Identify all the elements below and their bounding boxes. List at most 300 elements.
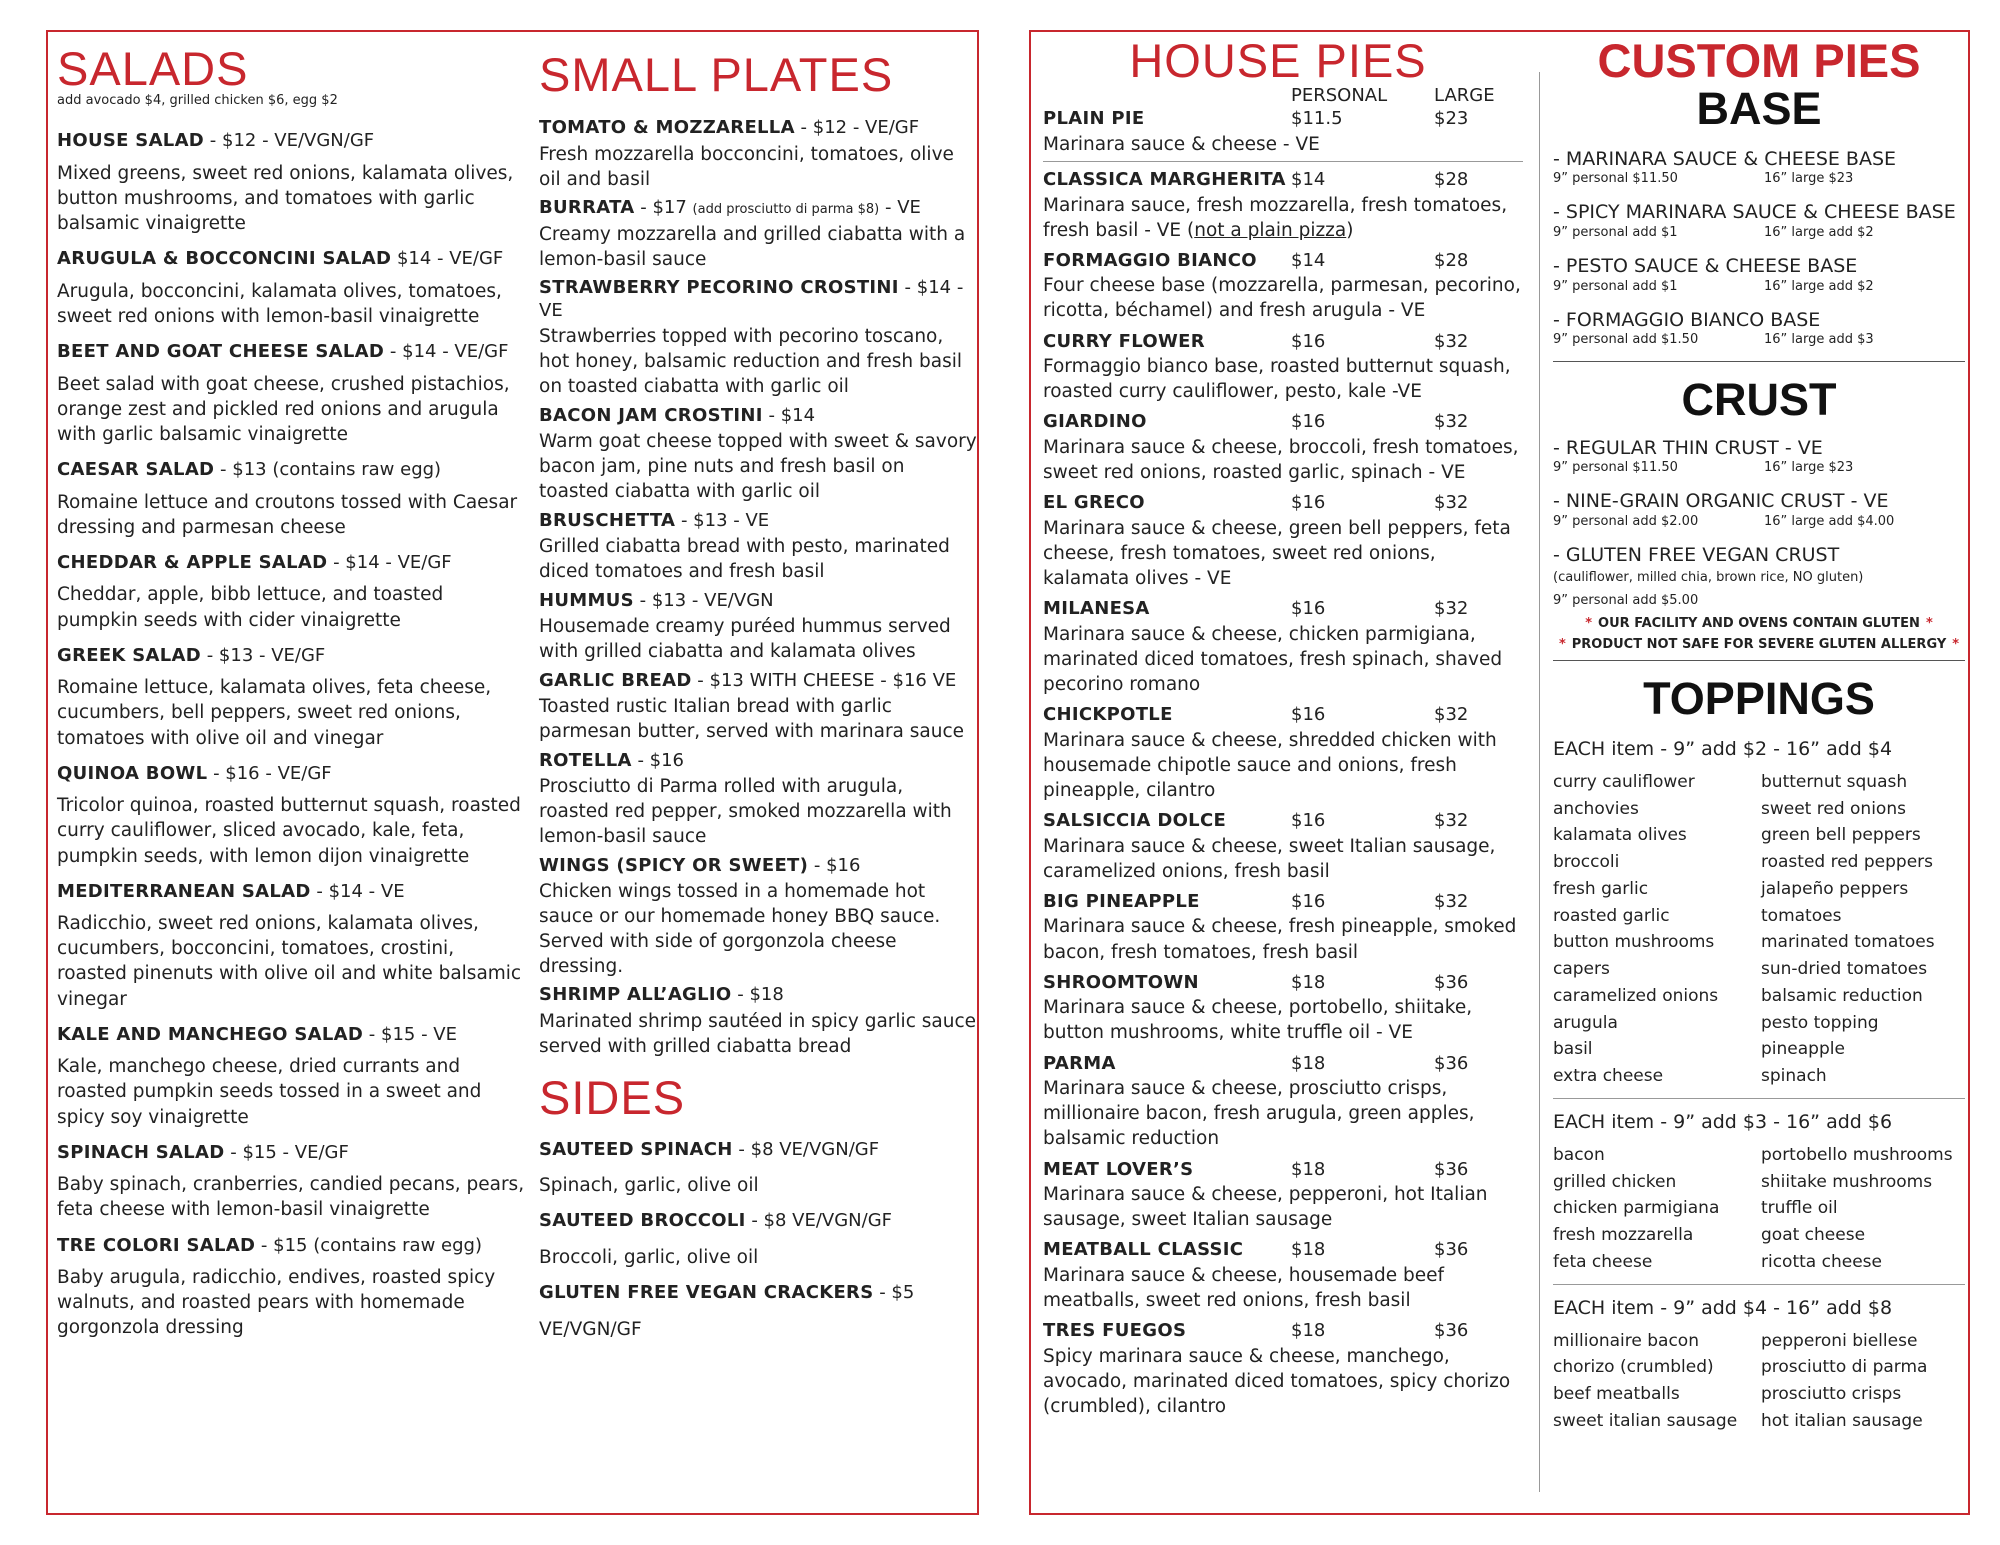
pie-item (1043, 1053, 1523, 1152)
topping-group (1553, 1297, 1965, 1433)
pie-description (1043, 1344, 1523, 1419)
topping-price-header: EACH item - 9” add $4 - 16” add $8 (1553, 1296, 1893, 1319)
pie-desc-text: Marinara sauce, fresh mozzarella, fresh tomatoes, fresh basil - VE ( (1043, 194, 1508, 241)
topping-item: basil (1553, 1039, 1593, 1060)
topping-item: spinach (1761, 1066, 1827, 1087)
item-name: TRE COLORI SALAD (57, 1234, 256, 1256)
pie-name: PLAIN PIE (1043, 108, 1145, 130)
option-prices (1553, 171, 1965, 186)
item-heading (57, 763, 527, 786)
option-prices (1553, 225, 1965, 240)
small-plates-list (539, 117, 977, 1059)
topping-item: goat cheese (1761, 1225, 1866, 1246)
pie-name: PARMA (1043, 1052, 1116, 1074)
topping-item: feta cheese (1553, 1251, 1653, 1272)
topping-item: prosciutto di parma (1761, 1357, 1928, 1378)
item-price: - $13 - VE (675, 509, 770, 531)
item-name: QUINOA BOWL (57, 762, 208, 784)
topping-item: pepperoni biellese (1761, 1330, 1918, 1351)
warning-text: OUR FACILITY AND OVENS CONTAIN GLUTEN (1598, 615, 1920, 631)
menu-item (539, 670, 977, 745)
item-heading (57, 459, 527, 482)
topping-item: pineapple (1761, 1039, 1845, 1060)
item-price: - $14 - VE/GF (384, 341, 509, 363)
pie-name: CLASSICA MARGHERITA (1043, 169, 1286, 190)
item-name: SAUTEED SPINACH (539, 1138, 733, 1160)
topping-group (1553, 1111, 1965, 1274)
pie-description (1043, 728, 1523, 803)
menu-item (539, 750, 977, 850)
small-plates-column (539, 50, 977, 1354)
gluten-warning (1553, 637, 1965, 652)
item-price: - $8 VE/VGN/GF (745, 1210, 893, 1232)
warning-text: PRODUCT NOT SAFE FOR SEVERE GLUTEN ALLERGY (1571, 636, 1947, 652)
item-name: BURRATA (539, 197, 635, 219)
pie-description (1043, 1076, 1523, 1151)
pie-description (1043, 516, 1523, 591)
item-price: - $13 - VE/VGN (633, 589, 774, 611)
pie-desc-text: Marinara sauce & cheese, prosciutto crisps, millionaire bacon, fresh arugula, green apples, balsamic reduction (1043, 1078, 1475, 1150)
item-price: $14 - VE/GF (391, 248, 504, 270)
star-mark: * (1558, 636, 1566, 652)
item-heading (539, 510, 977, 533)
menu-item (539, 590, 977, 665)
pie-name: FORMAGGIO BIANCO (1043, 249, 1257, 271)
pie-name: MEAT LOVER’S (1043, 1158, 1194, 1180)
item-price: - $14 (762, 404, 816, 426)
item-name: GLUTEN FREE VEGAN CRACKERS (539, 1282, 874, 1304)
pie-personal-price: $18 (1291, 1158, 1326, 1180)
pie-large-price: $36 (1434, 1239, 1469, 1261)
item-price: - $15 - VE (363, 1023, 457, 1045)
item-price: - $5 (873, 1282, 915, 1304)
option-prices (1553, 460, 1965, 475)
pie-large-price: $23 (1434, 108, 1469, 130)
item-tags: - VE (879, 197, 921, 219)
pie-name: SHROOMTOWN (1043, 971, 1199, 993)
pie-name: EL GRECO (1043, 492, 1145, 514)
pie-item (1043, 250, 1523, 324)
item-description: Mixed greens, sweet red onions, kalamata olives, button mushrooms, and tomatoes with garlic balsamic vinaigrette (57, 162, 514, 235)
pie-row (1043, 1053, 1523, 1076)
option-prices (1553, 332, 1965, 347)
pie-personal-price: $16 (1291, 890, 1326, 912)
pie-row (1043, 810, 1523, 833)
menu-item (539, 117, 977, 192)
sides-list (539, 1139, 977, 1342)
item-description: Romaine lettuce, kalamata olives, feta cheese, cucumbers, bell peppers, sweet red onions, tomatoes with olive oil and vinegar (57, 677, 492, 749)
item-name: MEDITERRANEAN SALAD (57, 880, 311, 902)
topping-grid (1553, 1331, 1965, 1433)
item-price: - $16 (808, 854, 861, 876)
house-pies-title: HOUSE PIES (1129, 34, 1427, 87)
menu-item (57, 130, 527, 236)
item-description: Spinach, garlic, olive oil (539, 1175, 759, 1197)
option-name: - FORMAGGIO BIANCO BASE (1553, 308, 1821, 331)
pie-name: MILANESA (1043, 598, 1150, 620)
toppings-title: TOPPINGS (1643, 672, 1875, 724)
item-description: Marinated shrimp sautéed in spicy garlic sauce served with grilled ciabatta bread (539, 1010, 976, 1057)
item-description: Baby spinach, cranberries, candied pecans, pears, feta cheese with lemon-basil vinaigrette (57, 1174, 525, 1221)
gluten-warning (1553, 616, 1965, 631)
pie-personal-price: $18 (1291, 1052, 1326, 1074)
topping-item: roasted garlic (1553, 905, 1670, 926)
item-name: BACON JAM CROSTINI (539, 404, 763, 426)
large-header: LARGE (1434, 85, 1495, 107)
gluten-free-crust (1553, 543, 1965, 608)
pie-personal-price: $16 (1291, 810, 1326, 832)
option-name: - MARINARA SAUCE & CHEESE BASE (1553, 147, 1897, 170)
gf-crust-note: (cauliflower, milled chia, brown rice, NO gluten) (1553, 569, 1864, 585)
pie-row (1043, 492, 1523, 515)
custom-pies-title: CUSTOM PIES (1597, 34, 1921, 87)
star-mark: * (1925, 615, 1933, 631)
item-heading (57, 341, 527, 364)
item-price: - $8 VE/VGN/GF (732, 1138, 880, 1160)
pie-item (1043, 411, 1523, 485)
pie-row (1043, 891, 1523, 914)
item-price: - $16 (631, 749, 685, 771)
personal-price: 9” personal $11.50 (1553, 171, 1678, 187)
pie-large-price: $32 (1434, 411, 1469, 433)
menu-item (539, 405, 977, 505)
pie-large-price: $36 (1434, 1052, 1469, 1074)
menu-item (539, 197, 977, 272)
topping-item: beef meatballs (1553, 1384, 1680, 1405)
topping-item: sweet red onions (1761, 798, 1906, 819)
pie-item (1043, 1239, 1523, 1313)
menu-item (57, 459, 527, 540)
topping-price-header: EACH item - 9” add $3 - 16” add $6 (1553, 1110, 1893, 1133)
pie-row (1043, 331, 1523, 354)
pie-personal-price: $11.5 (1291, 108, 1343, 130)
pie-item (1043, 108, 1523, 162)
item-name: BRUSCHETTA (539, 509, 676, 531)
pie-personal-price: $16 (1291, 598, 1326, 620)
item-description: Chicken wings tossed in a homemade hot sauce or our homemade honey BBQ sauce. Served with side of gorgonzola cheese dressing. (539, 881, 941, 977)
item-heading (57, 1142, 527, 1165)
pie-large-price: $32 (1434, 810, 1469, 832)
item-heading (539, 117, 977, 140)
pie-desc-text: Marinara sauce & cheese, housemade beef meatballs, sweet red onions, fresh basil (1043, 1264, 1444, 1312)
pie-personal-price: $16 (1291, 411, 1326, 433)
pie-name: GIARDINO (1043, 411, 1147, 433)
topping-item: fresh garlic (1553, 878, 1649, 899)
pie-desc-text: Marinara sauce & cheese, portobello, shiitake, button mushrooms, white truffle oil - VE (1043, 997, 1473, 1044)
menu-item (57, 881, 527, 1012)
item-name: STRAWBERRY PECORINO CROSTINI (539, 277, 899, 299)
topping-grid (1553, 772, 1965, 1088)
pie-personal-price: $14 (1291, 169, 1326, 190)
pie-desc-text: Marinara sauce & cheese, broccoli, fresh tomatoes, sweet red onions, roasted garlic, spinach - VE (1043, 436, 1519, 484)
item-description: Kale, manchego cheese, dried currants and roasted pumpkin seeds tossed in a sweet and spicy soy vinaigrette (57, 1056, 482, 1128)
item-price: - $15 (contains raw egg) (255, 1234, 482, 1256)
small-plates-title: SMALL PLATES (539, 48, 894, 101)
item-description: Strawberries topped with pecorino toscano, hot honey, balsamic reduction and fresh basil on toasted ciabatta with garlic oil (539, 326, 963, 398)
pie-desc-text: Marinara sauce & cheese, green bell peppers, feta cheese, fresh tomatoes, sweet red onions, kalamata olives - VE (1043, 517, 1511, 590)
menu-item (539, 1210, 977, 1270)
pie-description (1043, 1182, 1523, 1232)
pie-description (1043, 1263, 1523, 1313)
pie-item (1043, 1320, 1523, 1419)
pie-personal-price: $16 (1291, 704, 1326, 726)
personal-price: 9” personal $11.50 (1553, 460, 1678, 476)
pie-item (1043, 492, 1523, 591)
salads-section (57, 44, 527, 1353)
menu-item (57, 341, 527, 447)
topping-item: bacon (1553, 1144, 1605, 1165)
pie-large-price: $32 (1434, 330, 1469, 352)
option-name: - REGULAR THIN CRUST - VE (1553, 436, 1823, 459)
large-price: 16” large add $2 (1764, 224, 1874, 240)
pie-description (1043, 435, 1523, 485)
item-price: - $13 WITH CHEESE - $16 VE (691, 669, 957, 691)
topping-item: caramelized onions (1553, 985, 1719, 1006)
gf-crust-price: 9” personal add $5.00 (1553, 592, 1699, 608)
item-price: - $14 - VE (539, 277, 964, 321)
pie-row (1043, 598, 1523, 621)
topping-item: chorizo (crumbled) (1553, 1357, 1714, 1378)
pie-name: SALSICCIA DOLCE (1043, 810, 1227, 832)
pie-large-price: $36 (1434, 971, 1469, 993)
item-heading (539, 405, 977, 428)
pie-row (1043, 250, 1523, 273)
item-price: - $14 - VE/GF (327, 551, 452, 573)
option-item (1553, 254, 1965, 294)
large-price: 16” large add $4.00 (1764, 513, 1895, 529)
item-price: - $13 - VE/GF (200, 644, 326, 666)
pie-description (1043, 273, 1523, 323)
topping-item: fresh mozzarella (1553, 1225, 1694, 1246)
divider (1553, 660, 1965, 661)
pie-name: CHICKPOTLE (1043, 704, 1173, 726)
pie-large-price: $32 (1434, 492, 1469, 514)
option-item (1553, 489, 1965, 529)
topping-group (1553, 738, 1965, 1088)
topping-item: button mushrooms (1553, 932, 1715, 953)
item-price: - $18 (731, 984, 784, 1006)
menu-item (539, 277, 977, 399)
item-heading (539, 1282, 977, 1305)
option-name: - PESTO SAUCE & CHEESE BASE (1553, 254, 1858, 277)
pie-row (1043, 169, 1523, 192)
menu-item (57, 763, 527, 869)
pie-large-price: $32 (1434, 704, 1469, 726)
pie-item (1043, 972, 1523, 1046)
pie-desc-end: ) (1346, 219, 1354, 241)
topping-item: grilled chicken (1553, 1171, 1677, 1192)
pie-personal-price: $16 (1291, 330, 1326, 352)
item-heading (57, 1235, 527, 1258)
option-name: - NINE-GRAIN ORGANIC CRUST - VE (1553, 490, 1889, 513)
menu-item (539, 1139, 977, 1199)
topping-price-header: EACH item - 9” add $2 - 16” add $4 (1553, 737, 1893, 760)
pie-name: MEATBALL CLASSIC (1043, 1239, 1244, 1261)
item-description: Creamy mozzarella and grilled ciabatta with a lemon-basil sauce (539, 223, 966, 270)
item-name: HUMMUS (539, 589, 634, 611)
topping-item: green bell peppers (1761, 825, 1921, 846)
pie-large-price: $36 (1434, 1320, 1469, 1342)
topping-item: butternut squash (1761, 771, 1908, 792)
topping-item: balsamic reduction (1761, 985, 1923, 1006)
pie-desc-text: Marinara sauce & cheese, sweet Italian sausage, caramelized onions, fresh basil (1043, 835, 1496, 882)
personal-header: PERSONAL (1291, 85, 1388, 107)
sides-title: SIDES (539, 1071, 686, 1125)
item-description: Radicchio, sweet red onions, kalamata olives, cucumbers, bocconcini, tomatoes, crostini, roasted pinenuts with olive oil and white balsamic vinegar (57, 913, 522, 1010)
item-name: KALE AND MANCHEGO SALAD (57, 1023, 364, 1045)
topping-item: millionaire bacon (1553, 1330, 1699, 1351)
topping-item: broccoli (1553, 852, 1620, 873)
topping-item: shiitake mushrooms (1761, 1171, 1933, 1192)
item-name: HOUSE SALAD (57, 130, 205, 152)
menu-item (57, 1235, 527, 1341)
crust-list (1553, 436, 1965, 529)
item-description: Tricolor quinoa, roasted butternut squash, roasted curry cauliflower, sliced avocado, kale, feta, pumpkin seeds, with lemon dijon vinaigrette (57, 795, 521, 867)
topping-item: marinated tomatoes (1761, 932, 1935, 953)
pie-desc-text: Four cheese base (mozzarella, parmesan, pecorino, ricotta, béchamel) and fresh arugula - VE (1043, 275, 1521, 322)
item-price: - $12 - VE/VGN/GF (204, 130, 375, 152)
salads-note: add avocado $4, grilled chicken $6, egg $2 (57, 93, 338, 109)
pie-row (1043, 704, 1523, 727)
pie-item (1043, 598, 1523, 697)
personal-price: 9” personal add $1 (1553, 278, 1678, 294)
topping-item: anchovies (1553, 798, 1639, 819)
house-pies-section (1043, 36, 1523, 1426)
topping-item: truffle oil (1761, 1198, 1838, 1219)
pie-desc-underlined: not a plain pizza (1194, 219, 1347, 241)
topping-groups (1553, 738, 1965, 1433)
topping-item: kalamata olives (1553, 825, 1687, 846)
large-price: 16” large $23 (1764, 171, 1854, 187)
base-title: BASE (1696, 83, 1822, 135)
topping-item: extra cheese (1553, 1066, 1664, 1087)
menu-item (539, 984, 977, 1059)
pie-item (1043, 891, 1523, 965)
item-description: Arugula, bocconcini, kalamata olives, tomatoes, sweet red onions with lemon-basil vinaigrette (57, 280, 502, 327)
menu-item (57, 645, 527, 751)
item-heading (57, 130, 527, 153)
pie-desc-text: Marinara sauce & cheese - VE (1043, 133, 1320, 155)
item-price: - $17 (634, 197, 693, 219)
pie-description (1043, 622, 1523, 697)
topping-item: hot italian sausage (1761, 1410, 1923, 1431)
item-description: Beet salad with goat cheese, crushed pistachios, orange zest and pickled red onions and arugula with garlic balsamic vinaigrette (57, 373, 510, 445)
menu-item (57, 248, 527, 329)
option-prices (1553, 279, 1965, 294)
item-name: SHRIMP ALL’AGLIO (539, 984, 732, 1006)
item-name: ROTELLA (539, 749, 632, 771)
topping-item: prosciutto crisps (1761, 1384, 1902, 1405)
gluten-warnings (1553, 616, 1965, 652)
pie-row (1043, 972, 1523, 995)
pie-large-price: $28 (1434, 169, 1469, 190)
item-heading (539, 197, 977, 220)
personal-price: 9” personal add $1.50 (1553, 332, 1699, 348)
item-description: Cheddar, apple, bibb lettuce, and toasted pumpkin seeds with cider vinaigrette (57, 584, 444, 631)
pie-desc-text: Marinara sauce & cheese, shredded chicken with housemade chipotle sauce and onions, fresh pineapple, cilantro (1043, 729, 1497, 801)
pie-name: TRES FUEGOS (1043, 1320, 1187, 1342)
item-heading (539, 670, 977, 693)
divider (1553, 1098, 1965, 1099)
menu-item (539, 510, 977, 585)
topping-item: capers (1553, 959, 1610, 980)
pie-desc-text: Marinara sauce & cheese, chicken parmigiana, marinated diced tomatoes, fresh spinach, shaved pecorino romano (1043, 623, 1503, 696)
item-price: - $13 (contains raw egg) (214, 459, 442, 481)
divider (1553, 361, 1965, 362)
house-pie-list (1043, 108, 1523, 1419)
base-list (1553, 147, 1965, 348)
topping-item: sweet italian sausage (1553, 1410, 1738, 1431)
custom-pies-section (1553, 36, 1965, 1433)
menu-item (539, 1282, 977, 1342)
item-name: GARLIC BREAD (539, 669, 692, 691)
item-heading (57, 552, 527, 575)
topping-item: pesto topping (1761, 1012, 1879, 1033)
topping-item: chicken parmigiana (1553, 1198, 1720, 1219)
pie-row (1043, 411, 1523, 434)
item-price: - $16 - VE/GF (207, 762, 332, 784)
sides-section (539, 1073, 977, 1341)
item-description: Prosciutto di Parma rolled with arugula, roasted red pepper, smoked mozzarella with lemon-basil sauce (539, 776, 952, 847)
item-description: Romaine lettuce and croutons tossed with Caesar dressing and parmesan cheese (57, 491, 518, 538)
topping-item: arugula (1553, 1012, 1618, 1033)
menu-item (57, 1142, 527, 1223)
item-heading (57, 645, 527, 668)
pie-personal-price: $16 (1291, 492, 1326, 514)
item-name: CHEDDAR & APPLE SALAD (57, 551, 328, 573)
salads-title: SALADS (57, 42, 249, 95)
topping-grid (1553, 1145, 1965, 1274)
item-price: - $12 - VE/GF (794, 117, 920, 139)
option-item (1553, 200, 1965, 240)
large-price: 16” large add $2 (1764, 278, 1874, 294)
large-price: 16” large $23 (1764, 460, 1854, 476)
menu-item (539, 855, 977, 980)
pie-item (1043, 1159, 1523, 1233)
pie-description (1043, 834, 1523, 884)
pie-description (1043, 914, 1523, 964)
topping-item: roasted red peppers (1761, 852, 1934, 873)
pie-personal-price: $14 (1291, 249, 1326, 271)
pie-item (1043, 704, 1523, 803)
pie-row (1043, 1239, 1523, 1262)
item-name: TOMATO & MOZZARELLA (539, 117, 795, 139)
pie-personal-price: $18 (1291, 1320, 1326, 1342)
item-description: VE/VGN/GF (539, 1318, 642, 1340)
item-heading (57, 248, 527, 271)
pie-personal-price: $18 (1291, 1239, 1326, 1261)
item-price: - $15 - VE/GF (224, 1141, 349, 1163)
small-plates-section (539, 50, 977, 1059)
pie-large-price: $32 (1434, 890, 1469, 912)
pie-personal-price: $18 (1291, 971, 1326, 993)
pie-desc-text: Formaggio bianco base, roasted butternut squash, roasted curry cauliflower, pesto, kale -VE (1043, 356, 1511, 403)
pie-item (1043, 331, 1523, 405)
left-menu-panel (46, 30, 979, 1515)
option-item (1553, 436, 1965, 476)
item-name: CAESAR SALAD (57, 459, 215, 481)
right-menu-panel (1029, 30, 1970, 1515)
pie-row (1043, 108, 1523, 131)
item-note: (add prosciutto di parma $8) (692, 202, 880, 218)
item-name: BEET AND GOAT CHEESE SALAD (57, 341, 385, 363)
option-item (1553, 147, 1965, 187)
item-name: GREEK SALAD (57, 644, 201, 666)
topping-item: sun-dried tomatoes (1761, 959, 1928, 980)
pie-description (1043, 193, 1523, 243)
personal-price: 9” personal add $2.00 (1553, 513, 1699, 529)
pie-row (1043, 1320, 1523, 1343)
